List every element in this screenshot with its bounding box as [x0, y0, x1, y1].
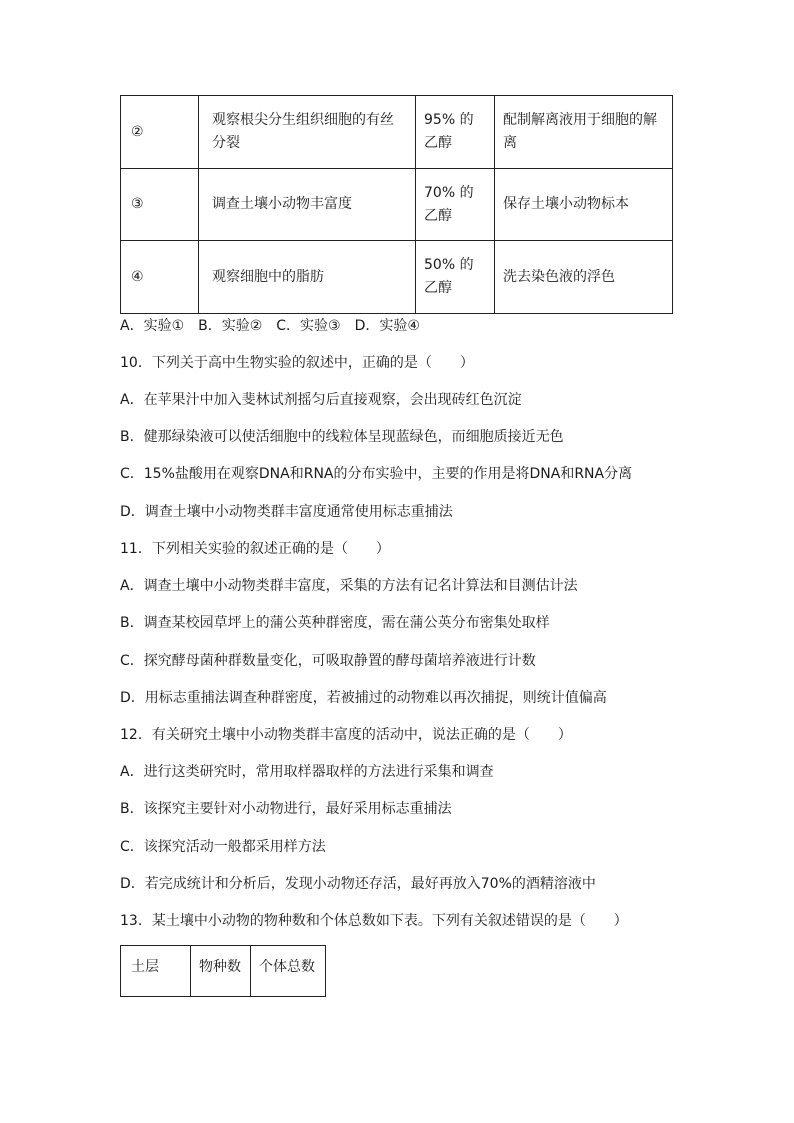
table-row [121, 96, 673, 169]
purpose: 洗去染色液的浮色 [495, 241, 673, 314]
q10-option-c: C．15%盐酸用在观察DNA和RNA的分布实验中，主要的作用是将DNA和RNA分离 [120, 466, 633, 482]
header-soil-layer: 土层 [121, 946, 191, 997]
header-species-count: 物种数 [191, 946, 251, 997]
q12-option-d: D．若完成统计和分析后，发现小动物还存活，最好再放入70%的酒精溶液中 [120, 876, 596, 892]
row-number: ④ [121, 241, 199, 314]
table-header-row [121, 946, 326, 997]
q11-option-a: A．调查土壤中小动物类群丰富度，采集的方法有记名计算法和目测估计法 [120, 578, 578, 594]
q11-option-c: C．探究酵母菌种群数量变化，可吸取静置的酵母菌培养液进行计数 [120, 653, 536, 669]
reagent: 50% 的 乙醇 [416, 241, 495, 314]
header-individual-total: 个体总数 [251, 946, 326, 997]
table-row [121, 169, 673, 241]
purpose: 配制解离液用于细胞的解离 [495, 96, 673, 169]
table-row [121, 241, 673, 314]
soil-animal-table [120, 945, 326, 997]
purpose: 保存土壤小动物标本 [495, 169, 673, 241]
experiment-name: 调查土壤小动物丰富度 [199, 169, 416, 241]
q11-option-b: B．调查某校园草坪上的蒲公英种群密度，需在蒲公英分布密集处取样 [120, 615, 550, 631]
q10-option-b: B．健那绿染液可以使活细胞中的线粒体呈现蓝绿色，而细胞质接近无色 [120, 429, 564, 445]
q12-option-c: C．该探究活动一般都采用样方法 [120, 839, 326, 855]
q11-option-d: D．用标志重捕法调查种群密度，若被捕过的动物难以再次捕捉，则统计值偏高 [120, 690, 607, 706]
reagent: 95% 的 乙醇 [416, 96, 495, 169]
row-number: ③ [121, 169, 199, 241]
q12-stem: 12．有关研究土壤中小动物类群丰富度的活动中，说法正确的是（ ） [120, 727, 572, 743]
q11-stem: 11．下列相关实验的叙述正确的是（ ） [120, 541, 390, 557]
q12-option-a: A．进行这类研究时，常用取样器取样的方法进行采集和调查 [120, 764, 494, 780]
experiment-name: 观察细胞中的脂肪 [199, 241, 416, 314]
q13-stem: 13．某土壤中小动物的物种数和个体总数如下表。下列有关叙述错误的是（ ） [120, 913, 628, 929]
reagent: 70% 的 乙醇 [416, 169, 495, 241]
experiment-name: 观察根尖分生组织细胞的有丝分裂 [199, 96, 416, 169]
q9-options: A．实验① B．实验② C．实验③ D．实验④ [120, 318, 420, 334]
row-number: ② [121, 96, 199, 169]
q12-option-b: B．该探究主要针对小动物进行，最好采用标志重捕法 [120, 801, 452, 817]
q10-stem: 10．下列关于高中生物实验的叙述中，正确的是（ ） [120, 355, 474, 371]
experiment-reagent-table [120, 95, 673, 314]
q10-option-a: A．在苹果汁中加入斐林试剂摇匀后直接观察，会出现砖红色沉淀 [120, 392, 522, 408]
q10-option-d: D．调查土壤中小动物类群丰富度通常使用标志重捕法 [120, 504, 453, 520]
